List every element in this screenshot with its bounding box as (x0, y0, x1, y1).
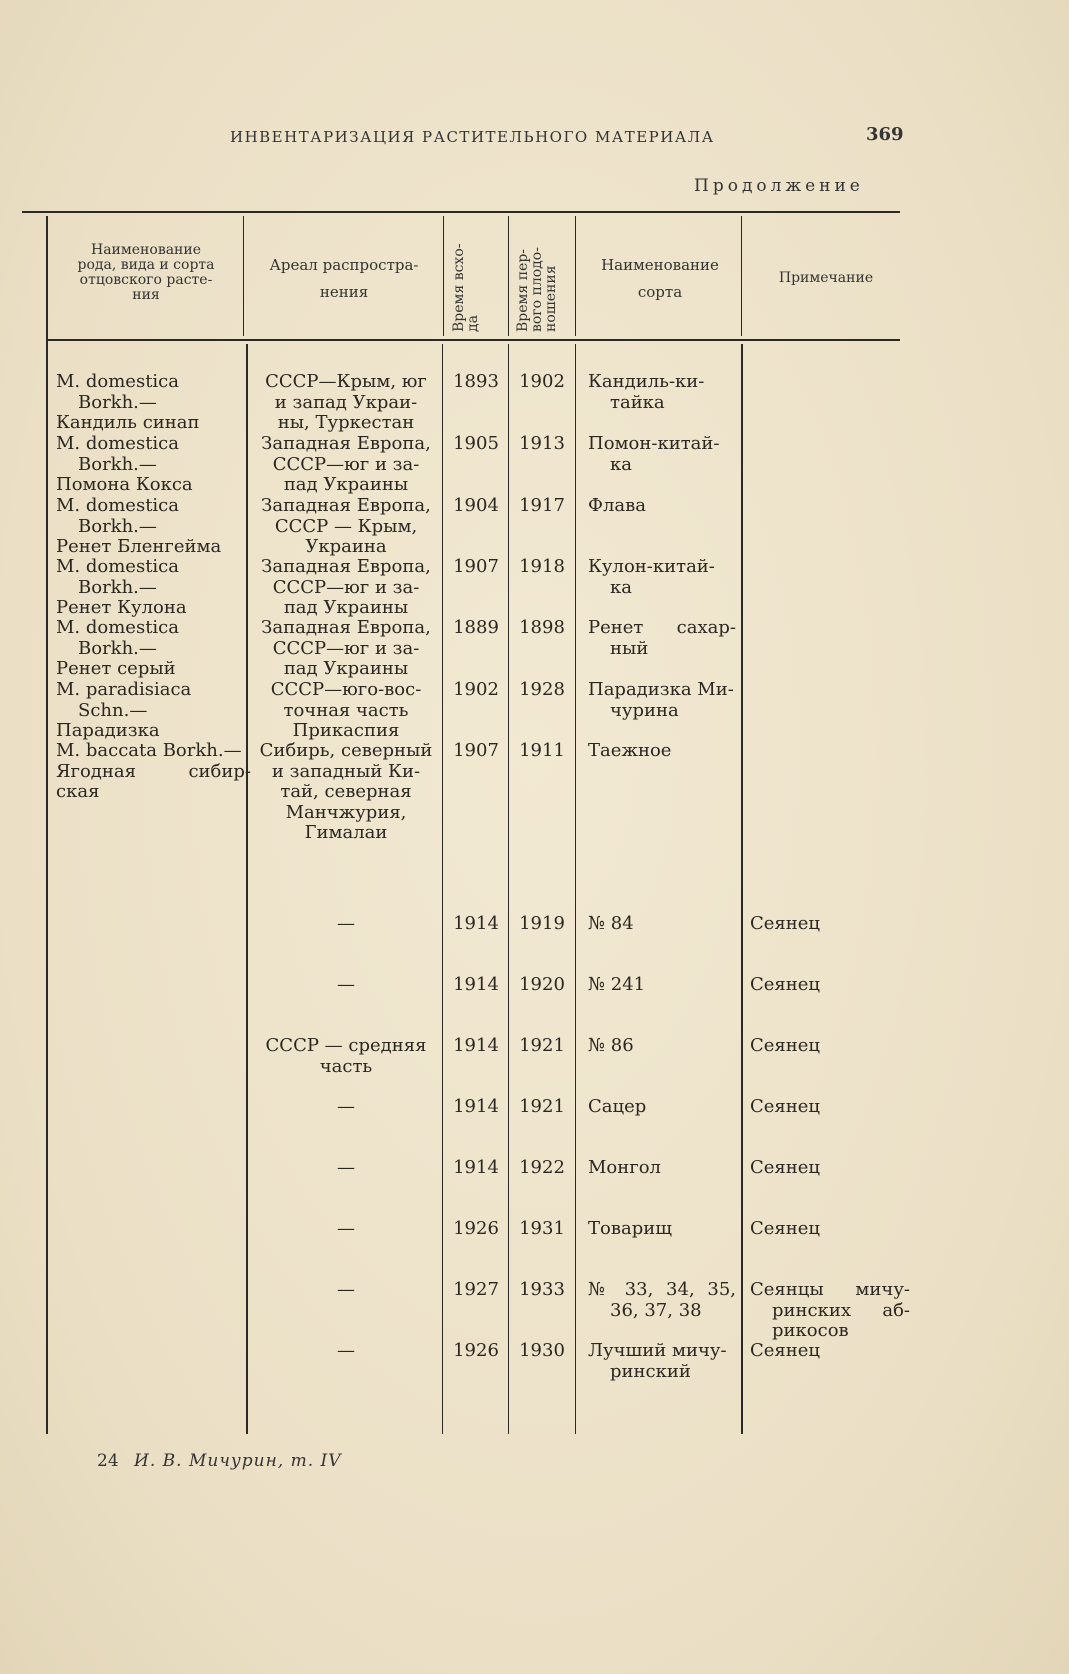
header-fruiting: Время пер- вого плодо- ношения (515, 247, 559, 332)
fruiting-year: 1919 (519, 913, 565, 934)
header-variety: Наименование сорта (601, 256, 719, 301)
sowing-year: 1889 (453, 617, 499, 638)
header-note: Примечание (778, 270, 874, 286)
fruiting-year: 1918 (519, 556, 565, 577)
range-cell: — (337, 1340, 355, 1361)
column-rule (243, 216, 244, 336)
header-sowing: Время всхо- да (451, 243, 481, 332)
note-cell: Сеянец (750, 1096, 821, 1117)
variety-cell: № 241 (588, 974, 646, 995)
variety-cell: Парадизка Ми- чурина (588, 679, 734, 721)
variety-cell: № 84 (588, 913, 634, 934)
running-title: ИНВЕНТАРИЗАЦИЯ РАСТИТЕЛЬНОГО МАТЕРИАЛА (230, 128, 715, 146)
column-rule (741, 344, 743, 1434)
note-cell: Сеянец (750, 1218, 821, 1239)
range-cell: Западная Европа, СССР — Крым, Украина (261, 495, 431, 557)
fruiting-year: 1931 (519, 1218, 565, 1239)
sowing-year: 1914 (453, 974, 499, 995)
column-rule (443, 216, 444, 336)
header-bottom-rule (46, 339, 900, 341)
variety-cell: № 86 (588, 1035, 634, 1056)
note-cell: Сеянец (750, 1035, 821, 1056)
range-cell: — (337, 913, 355, 934)
note-cell: Сеянец (750, 1340, 821, 1361)
variety-cell: Таежное (588, 740, 672, 761)
range-cell: СССР—юго-вос- точная часть Прикаспия (270, 679, 422, 741)
note-cell: Сеянец (750, 1157, 821, 1178)
variety-cell: Товарищ (588, 1218, 672, 1239)
sowing-year: 1926 (453, 1340, 499, 1361)
parent-cell: M. domestica Borkh.— Кандиль синап (56, 371, 200, 433)
book-title: И. В. Мичурин, т. IV (134, 1451, 342, 1471)
range-cell: Западная Европа, СССР—юг и за- пад Украины (261, 617, 431, 679)
column-rule (442, 344, 443, 1434)
range-cell: — (337, 1096, 355, 1117)
parent-cell: M. domestica Borkh.— Ренет Кулона (56, 556, 187, 618)
range-cell: Сибирь, северный и западный Ки- тай, северная Манчжурия, Гималаи (259, 740, 433, 843)
sowing-year: 1927 (453, 1279, 499, 1300)
range-cell: СССР — средняя часть (265, 1035, 427, 1077)
range-cell: — (337, 1218, 355, 1239)
table-top-rule (22, 211, 900, 213)
header-range: Ареал распростра- нения (269, 256, 419, 301)
fruiting-year: 1913 (519, 433, 565, 454)
range-cell: — (337, 974, 355, 995)
fruiting-year: 1933 (519, 1279, 565, 1300)
fruiting-year: 1922 (519, 1157, 565, 1178)
column-rule (508, 216, 509, 336)
continued-label: Продолжение (694, 176, 864, 196)
column-rule (575, 216, 576, 336)
variety-cell: Помон-китай- ка (588, 433, 720, 475)
parent-cell: M. domestica Borkh.— Помона Кокса (56, 433, 193, 495)
footer-signature-line (97, 1451, 342, 1471)
variety-cell: Сацер (588, 1096, 647, 1117)
sowing-year: 1905 (453, 433, 499, 454)
parent-cell: M. domestica Borkh.— Ренет серый (56, 617, 179, 679)
fruiting-year: 1920 (519, 974, 565, 995)
note-cell: Сеянец (750, 913, 821, 934)
fruiting-year: 1921 (519, 1096, 565, 1117)
variety-cell: Лучший мичу- ринский (588, 1340, 727, 1382)
fruiting-year: 1930 (519, 1340, 565, 1361)
signature-number: 24 (97, 1451, 119, 1471)
parent-cell: M. paradisiaca Schn.— Парадизка (56, 679, 192, 741)
variety-cell: Ренет сахар- ный (588, 617, 736, 659)
variety-cell: Флава (588, 495, 646, 516)
variety-cell: Кандиль-ки- тайка (588, 371, 705, 413)
fruiting-year: 1917 (519, 495, 565, 516)
fruiting-year: 1902 (519, 371, 565, 392)
parent-cell: M. baccata Borkh.— Ягодная сибир- ская (56, 740, 251, 802)
range-cell: Западная Европа, СССР—юг и за- пад Украины (261, 556, 431, 618)
sowing-year: 1914 (453, 1096, 499, 1117)
column-rule (575, 344, 576, 1434)
fruiting-year: 1911 (519, 740, 565, 761)
sowing-year: 1907 (453, 740, 499, 761)
header-parent: Наименование рода, вида и сорта отцовского расте- ния (77, 242, 215, 303)
sowing-year: 1914 (453, 913, 499, 934)
sowing-year: 1904 (453, 495, 499, 516)
sowing-year: 1907 (453, 556, 499, 577)
parent-cell: M. domestica Borkh.— Ренет Бленгейма (56, 495, 222, 557)
range-cell: Западная Европа, СССР—юг и за- пад Украины (261, 433, 431, 495)
sowing-year: 1926 (453, 1218, 499, 1239)
range-cell: — (337, 1157, 355, 1178)
variety-cell: Монгол (588, 1157, 661, 1178)
range-cell: — (337, 1279, 355, 1300)
fruiting-year: 1898 (519, 617, 565, 638)
sowing-year: 1914 (453, 1035, 499, 1056)
fruiting-year: 1921 (519, 1035, 565, 1056)
sowing-year: 1893 (453, 371, 499, 392)
variety-cell: № 33, 34, 35, 36, 37, 38 (588, 1279, 736, 1321)
range-cell: СССР—Крым, юг и запад Украи- ны, Туркестан (265, 371, 427, 433)
sowing-year: 1914 (453, 1157, 499, 1178)
column-rule (508, 344, 509, 1434)
column-rule (46, 216, 48, 1434)
sowing-year: 1902 (453, 679, 499, 700)
column-rule (741, 216, 742, 336)
fruiting-year: 1928 (519, 679, 565, 700)
variety-cell: Кулон-китай- ка (588, 556, 715, 598)
note-cell: Сеянец (750, 974, 821, 995)
page-number: 369 (866, 124, 904, 145)
note-cell: Сеянцы мичу- ринских аб- рикосов (750, 1279, 910, 1341)
